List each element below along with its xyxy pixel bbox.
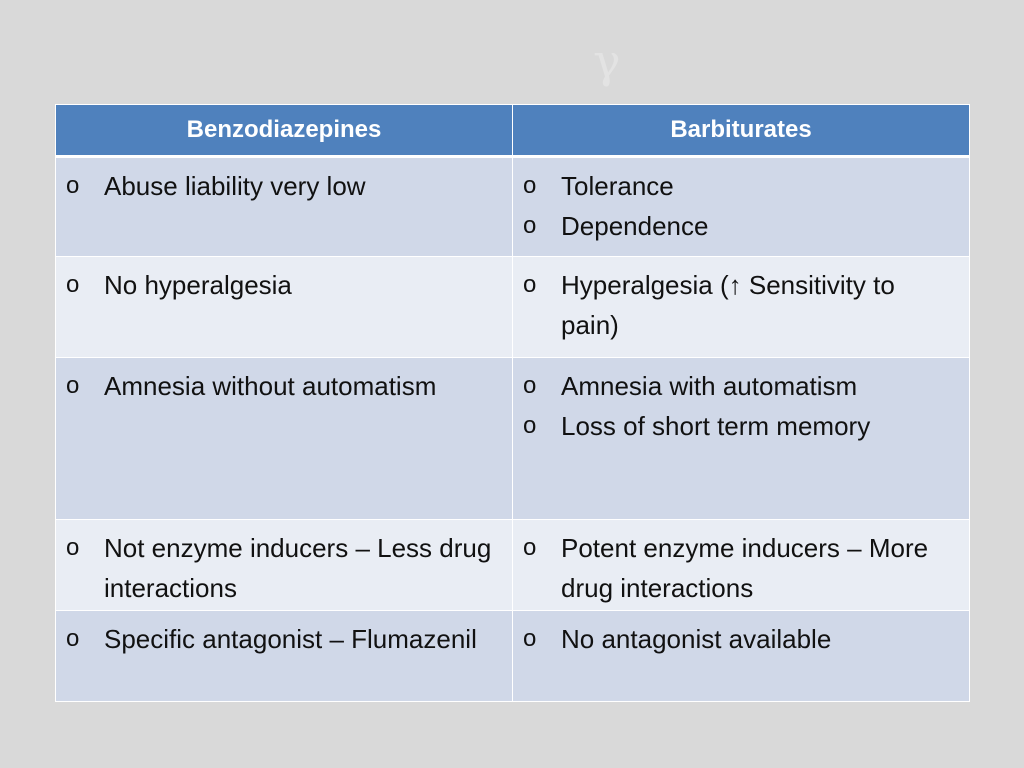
bullet-marker: o (66, 172, 80, 199)
list-item (66, 166, 500, 206)
header-benzodiazepines: Benzodiazepines (56, 105, 513, 157)
list-item (523, 265, 957, 345)
bullet-marker: o (523, 625, 537, 652)
list-item (523, 166, 957, 206)
benzodiazepines-cell (56, 611, 513, 702)
list-item-text: Hyperalgesia (↑ Sensitivity to pain) (561, 270, 895, 340)
bullet-marker: o (66, 534, 80, 561)
header-row (56, 105, 970, 157)
bullet-marker: o (66, 625, 80, 652)
bullet-marker: o (523, 271, 537, 298)
list-item-text: No hyperalgesia (104, 270, 292, 300)
list-item (66, 265, 500, 305)
table-row (56, 257, 970, 358)
bullet-marker: o (523, 212, 537, 239)
benzodiazepines-cell (56, 358, 513, 520)
list-item-text: Specific antagonist – Flumazenil (104, 624, 477, 654)
table-row (56, 520, 970, 611)
gamma-watermark: γ (593, 34, 621, 88)
barbiturates-cell (513, 257, 970, 358)
barbiturates-cell (513, 520, 970, 611)
benzodiazepines-cell (56, 257, 513, 358)
list-item (66, 619, 500, 659)
bullet-marker: o (66, 372, 80, 399)
table-row (56, 157, 970, 257)
list-item-text: Dependence (561, 211, 709, 241)
list-item-text: Loss of short term memory (561, 411, 871, 441)
list-item (523, 406, 957, 446)
comparison-table (55, 104, 970, 702)
list-item (66, 528, 500, 608)
list-item (523, 366, 957, 406)
bullet-marker: o (66, 271, 80, 298)
benzodiazepines-cell (56, 520, 513, 611)
bullet-marker: o (523, 534, 537, 561)
benzodiazepines-cell (56, 157, 513, 257)
list-item-text: Amnesia with automatism (561, 371, 858, 401)
barbiturates-cell (513, 157, 970, 257)
list-item (523, 206, 957, 246)
header-barbiturates: Barbiturates (513, 105, 970, 157)
list-item (523, 619, 957, 659)
list-item-text: Not enzyme inducers – Less drug interactions (104, 533, 492, 603)
list-item-text: Abuse liability very low (104, 171, 366, 201)
list-item (66, 366, 500, 406)
barbiturates-cell (513, 358, 970, 520)
list-item-text: No antagonist available (561, 624, 832, 654)
table-row (56, 611, 970, 702)
bullet-marker: o (523, 372, 537, 399)
bullet-marker: o (523, 172, 537, 199)
barbiturates-cell (513, 611, 970, 702)
list-item-text: Amnesia without automatism (104, 371, 437, 401)
list-item-text: Potent enzyme inducers – More drug interactions (561, 533, 929, 603)
list-item-text: Tolerance (561, 171, 674, 201)
table-row (56, 358, 970, 520)
bullet-marker: o (523, 412, 537, 439)
list-item (523, 528, 957, 608)
